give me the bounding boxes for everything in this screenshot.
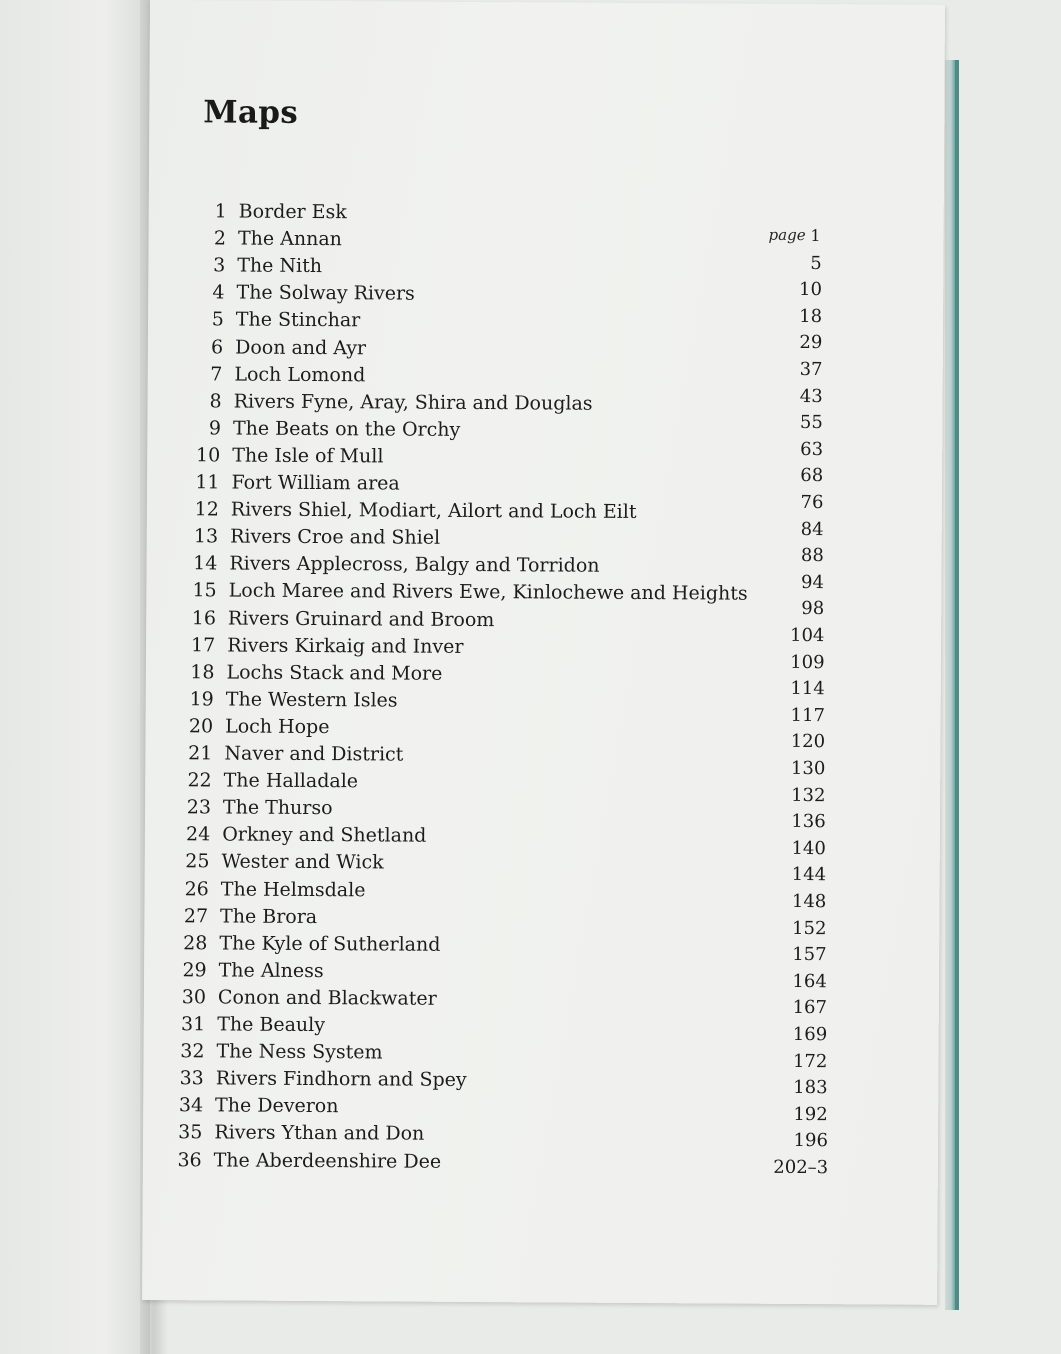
map-name: The Kyle of Sutherland xyxy=(219,932,441,956)
map-name: Rivers Croe and Shiel xyxy=(230,525,441,549)
map-entry xyxy=(211,308,361,336)
page-number: 169 xyxy=(792,1023,828,1046)
map-entry xyxy=(210,362,366,390)
map-number: 8 xyxy=(209,390,222,413)
map-entry xyxy=(177,1148,442,1176)
map-entry xyxy=(180,1040,383,1068)
page-column-label: page xyxy=(768,225,806,245)
map-entry xyxy=(213,254,323,282)
page-number: 114 xyxy=(790,678,825,700)
map-number: 9 xyxy=(208,417,222,440)
map-name: Doon and Ayr xyxy=(235,336,367,359)
page-number: 148 xyxy=(791,890,827,913)
page-number: 29 xyxy=(799,332,823,354)
map-number: 17 xyxy=(190,633,216,657)
map-entry xyxy=(183,904,318,932)
map-name: Orkney and Shetland xyxy=(222,823,427,848)
page-number: 196 xyxy=(793,1130,828,1152)
map-name: The Stinchar xyxy=(235,308,361,332)
map-entry xyxy=(193,525,441,553)
map-number: 2 xyxy=(213,227,227,250)
map-entry xyxy=(209,390,593,418)
map-entry xyxy=(190,660,443,688)
map-name: The Helmsdale xyxy=(220,877,366,901)
page-number: 167 xyxy=(792,997,828,1019)
map-name: The Annan xyxy=(237,227,342,251)
map-name: Border Esk xyxy=(238,200,347,224)
map-name: The Alness xyxy=(218,959,324,982)
map-number: 21 xyxy=(188,742,213,765)
map-name: Fort William area xyxy=(231,471,400,495)
map-number: 11 xyxy=(195,471,220,494)
page-number: 98 xyxy=(801,598,825,620)
map-number: 20 xyxy=(188,715,214,738)
map-name: Loch Maree and Rivers Ewe, Kinlochewe and Heights xyxy=(228,579,748,606)
map-name: Rivers Applecross, Balgy and Torridon xyxy=(229,552,600,578)
map-name: Rivers Gruinard and Broom xyxy=(227,606,495,631)
map-number: 27 xyxy=(183,904,209,927)
map-name: The Beauly xyxy=(217,1013,326,1037)
map-entry xyxy=(185,823,427,851)
map-number: 32 xyxy=(180,1040,205,1063)
map-number: 15 xyxy=(192,579,217,602)
map-name: Conon and Blackwater xyxy=(217,986,437,1010)
map-name: Rivers Shiel, Modiart, Ailort and Loch Eilt xyxy=(230,498,637,524)
map-number: 22 xyxy=(187,769,212,792)
map-number: 10 xyxy=(196,444,221,467)
map-entry xyxy=(190,633,464,661)
map-number: 13 xyxy=(193,525,219,548)
map-entry xyxy=(188,742,404,769)
map-name: Rivers Findhorn and Spey xyxy=(215,1067,467,1092)
page-number: 55 xyxy=(799,412,823,434)
map-number: 6 xyxy=(210,335,224,358)
page-number: 192 xyxy=(793,1103,828,1125)
map-number: 5 xyxy=(211,308,224,331)
page-number: 132 xyxy=(791,784,826,806)
map-entry xyxy=(212,281,415,309)
map-entry xyxy=(183,931,441,959)
map-name: The Isle of Mull xyxy=(232,444,384,468)
map-name: Lochs Stack and More xyxy=(226,661,443,685)
map-name: The Thurso xyxy=(222,796,333,820)
facing-page xyxy=(0,0,150,1354)
map-entry xyxy=(213,227,342,255)
map-number: 25 xyxy=(185,850,210,873)
map-name: The Ness System xyxy=(216,1040,383,1064)
map-name: The Western Isles xyxy=(225,688,398,712)
page-number: 152 xyxy=(792,917,827,939)
map-entry xyxy=(196,444,384,471)
map-entry xyxy=(182,959,324,986)
map-number: 16 xyxy=(191,606,217,629)
page-number: 109 xyxy=(790,651,825,673)
map-entry xyxy=(194,498,637,527)
page-number: 164 xyxy=(792,970,827,992)
page-number: 130 xyxy=(790,757,826,780)
page-number: 144 xyxy=(791,864,827,886)
map-name: Wester and Wick xyxy=(221,850,384,874)
page-number: 1 xyxy=(810,226,821,246)
page-number: 43 xyxy=(799,385,823,407)
page-number: 104 xyxy=(789,624,825,647)
map-number: 26 xyxy=(184,877,209,900)
map-number: 29 xyxy=(182,959,207,982)
map-name: Rivers Ythan and Don xyxy=(214,1121,425,1146)
map-name: The Deveron xyxy=(215,1094,339,1118)
map-entry xyxy=(208,417,461,444)
page-number: 76 xyxy=(800,491,824,514)
map-number: 3 xyxy=(213,254,226,277)
map-number: 34 xyxy=(178,1094,204,1117)
page-number: 5 xyxy=(810,252,822,274)
map-entry xyxy=(189,688,398,715)
map-number: 33 xyxy=(179,1067,204,1090)
map-number: 1 xyxy=(214,200,227,223)
map-name: Loch Hope xyxy=(225,715,330,739)
page-title: Maps xyxy=(203,94,299,131)
page-number: 172 xyxy=(792,1050,828,1072)
map-number: 4 xyxy=(212,281,225,304)
page-number: 94 xyxy=(801,571,825,593)
page-block-edge xyxy=(945,60,955,1310)
map-entry xyxy=(185,850,384,878)
map-entry xyxy=(184,877,366,905)
map-entry xyxy=(179,1067,467,1096)
map-entry xyxy=(187,769,359,797)
map-number: 36 xyxy=(177,1148,202,1171)
map-number: 24 xyxy=(185,823,211,846)
map-number: 12 xyxy=(194,498,219,521)
map-number: 35 xyxy=(178,1121,203,1144)
page-number: 136 xyxy=(791,811,826,833)
page-number: 157 xyxy=(792,944,827,966)
page-number: 37 xyxy=(799,358,823,381)
map-name: The Solway Rivers xyxy=(236,281,415,305)
map-entry xyxy=(192,579,748,609)
map-number: 31 xyxy=(180,1013,206,1036)
page-number: 63 xyxy=(800,438,824,460)
map-entry xyxy=(193,552,600,581)
map-entry xyxy=(180,1013,326,1040)
cover-edge xyxy=(955,60,959,1310)
page-number: 10 xyxy=(798,279,822,301)
page-number: 202–3 xyxy=(773,1156,829,1179)
map-entry xyxy=(214,200,347,228)
map-name: Rivers Kirkaig and Inver xyxy=(227,634,464,658)
map-number: 23 xyxy=(186,796,212,819)
page-number: 183 xyxy=(793,1077,828,1099)
map-number: 18 xyxy=(190,660,215,684)
map-number: 30 xyxy=(181,986,207,1009)
map-name: Naver and District xyxy=(224,742,404,766)
page-number: 88 xyxy=(800,545,824,567)
page-number: 68 xyxy=(800,465,824,487)
map-name: The Brora xyxy=(220,905,318,928)
map-number: 14 xyxy=(193,552,218,575)
contents-page xyxy=(142,0,945,1305)
map-name: Loch Lomond xyxy=(234,363,366,386)
page-number: 18 xyxy=(799,305,823,327)
map-number: 19 xyxy=(189,688,214,711)
map-number: 28 xyxy=(183,931,208,955)
page-number: 120 xyxy=(790,731,826,753)
map-entry xyxy=(178,1121,425,1149)
map-entry xyxy=(191,606,495,635)
map-name: Rivers Fyne, Aray, Shira and Douglas xyxy=(233,390,593,415)
page-number: 140 xyxy=(791,837,826,859)
map-entry xyxy=(188,715,330,742)
map-entry xyxy=(186,796,333,824)
page-number: 84 xyxy=(800,518,824,540)
map-entry xyxy=(178,1094,339,1122)
page-number: 117 xyxy=(790,704,826,726)
map-name: The Aberdeenshire Dee xyxy=(213,1148,442,1173)
map-name: The Halladale xyxy=(223,769,359,793)
map-name: The Beats on the Orchy xyxy=(232,417,461,441)
map-number: 7 xyxy=(210,362,223,386)
map-entry xyxy=(195,471,400,499)
map-entry xyxy=(210,335,367,363)
map-entry xyxy=(181,986,437,1013)
map-name: The Nith xyxy=(237,254,323,278)
